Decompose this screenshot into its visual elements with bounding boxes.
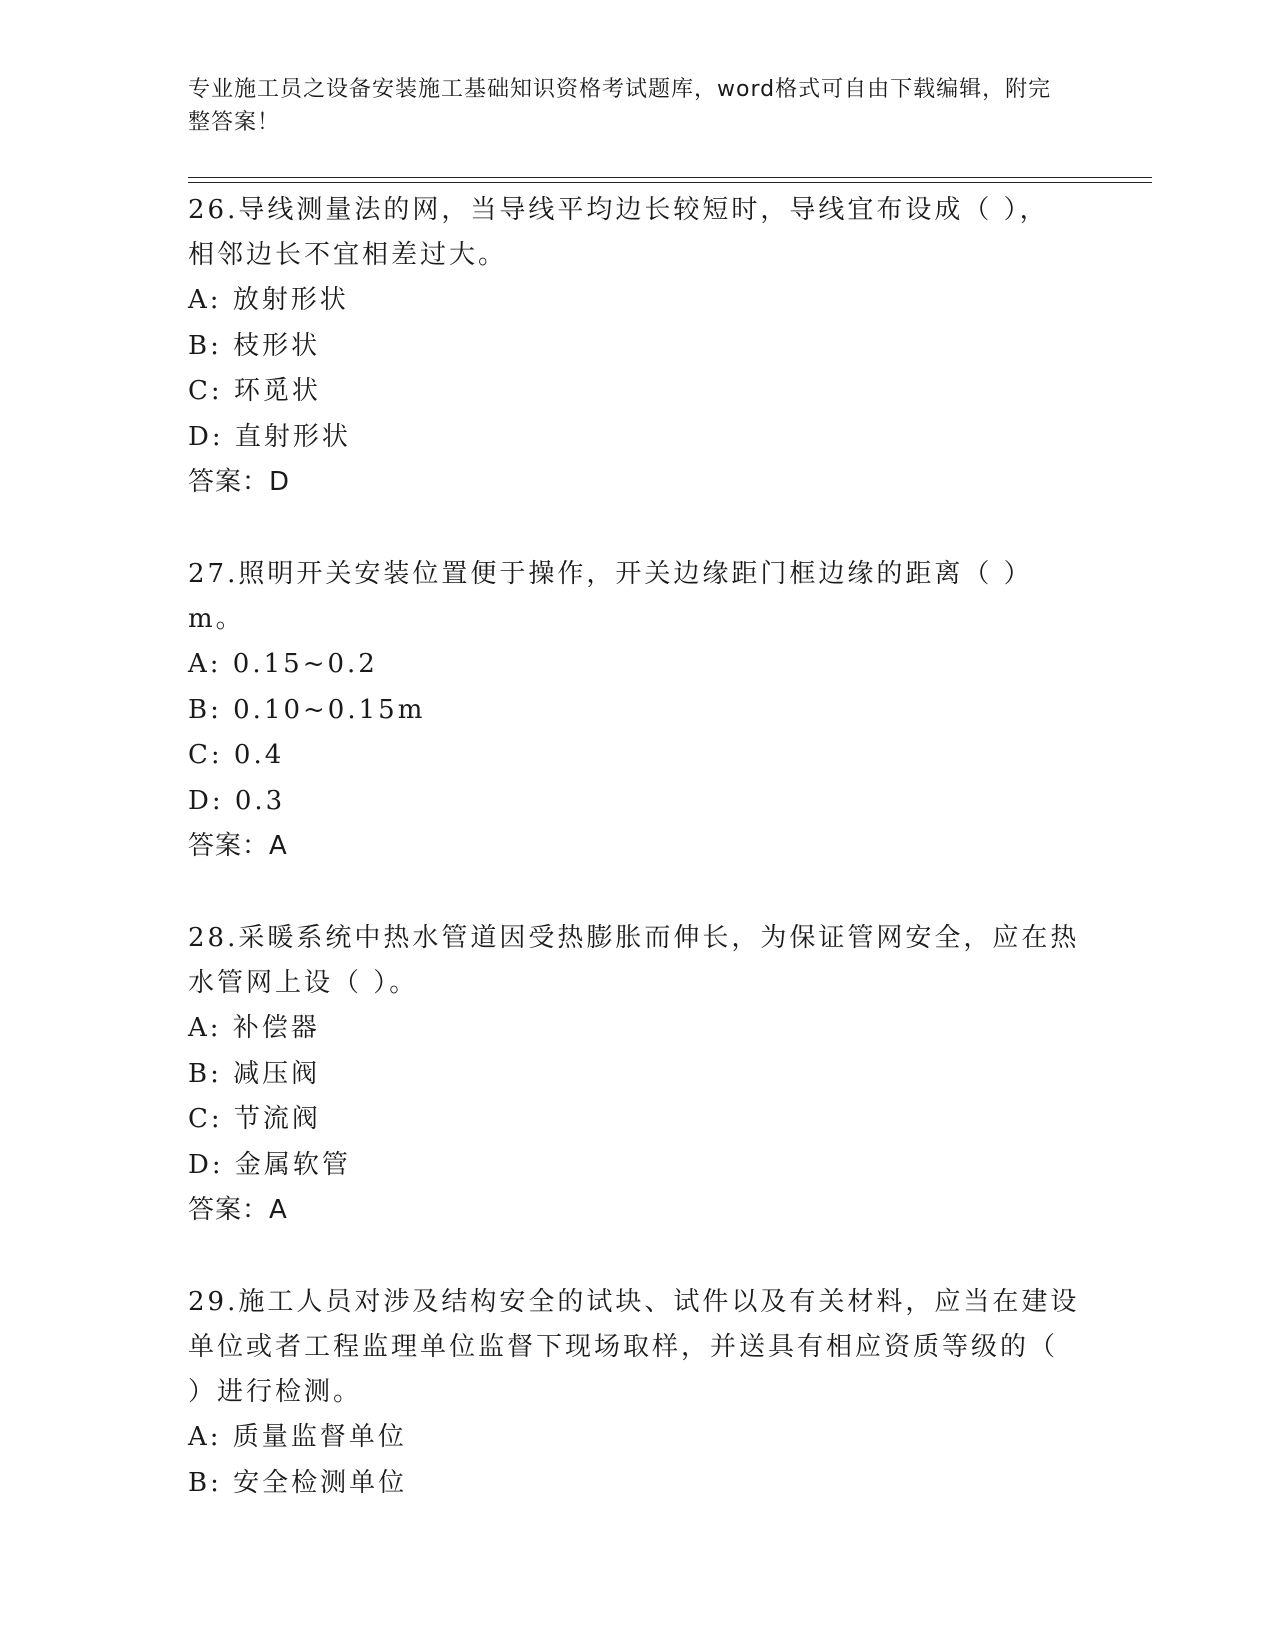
stem-line: 26.导线测量法的网，当导线平均边长较短时，导线宜布设成（ ）， bbox=[188, 195, 1049, 225]
option-b: B: 枝形状 bbox=[188, 330, 321, 361]
question-list bbox=[188, 188, 1088, 1506]
question-29 bbox=[188, 1280, 1088, 1506]
option-b: B: 0.10~0.15m bbox=[188, 694, 426, 725]
option-d: D: 0.3 bbox=[188, 785, 286, 816]
answer-text: 答案：A bbox=[188, 1195, 288, 1225]
option-c: C: 节流阀 bbox=[188, 1104, 321, 1134]
answer-text: 答案：D bbox=[188, 467, 291, 497]
stem-line: 27.照明开关安装位置便于操作，开关边缘距门框边缘的距离（ ）m。 bbox=[188, 559, 1033, 634]
question-stem bbox=[188, 188, 1088, 278]
question-stem bbox=[188, 552, 1088, 642]
question-27 bbox=[188, 552, 1088, 869]
option-c: C: 环觅状 bbox=[188, 376, 321, 406]
stem-line: 28.采暖系统中热水管道因受热膨胀而伸长，为保证管网安全，应在热 bbox=[188, 923, 1080, 953]
stem-line: 单位或者工程监理单位监督下现场取样，并送具有相应资质等级的（ bbox=[188, 1332, 1059, 1362]
question-stem bbox=[188, 916, 1088, 1006]
option-d: D: 直射形状 bbox=[188, 421, 351, 452]
option-d: D: 金属软管 bbox=[188, 1149, 351, 1180]
header-divider-bottom bbox=[188, 182, 1152, 183]
option-c: C: 0.4 bbox=[188, 740, 285, 770]
question-28 bbox=[188, 916, 1088, 1233]
option-b: B: 安全检测单位 bbox=[188, 1467, 408, 1498]
question-stem bbox=[188, 1280, 1088, 1415]
option-a: A: 补偿器 bbox=[188, 1013, 320, 1043]
option-a: A: 放射形状 bbox=[188, 285, 349, 315]
question-26 bbox=[188, 188, 1088, 505]
stem-line: 相邻边长不宜相差过大。 bbox=[188, 240, 508, 270]
stem-line: 29.施工人员对涉及结构安全的试块、试件以及有关材料，应当在建设 bbox=[188, 1287, 1080, 1317]
header-divider-top bbox=[188, 177, 1152, 178]
answer-text: 答案：A bbox=[188, 831, 288, 861]
option-a: A: 0.15~0.2 bbox=[188, 649, 378, 679]
option-a: A: 质量监督单位 bbox=[188, 1422, 407, 1452]
option-b: B: 减压阀 bbox=[188, 1058, 321, 1089]
stem-line: 水管网上设（ ）。 bbox=[188, 968, 419, 998]
stem-line: ）进行检测。 bbox=[188, 1377, 363, 1407]
document-header: 专业施工员之设备安装施工基础知识资格考试题库，word格式可自由下载编辑，附完整答案！ bbox=[188, 77, 1052, 135]
